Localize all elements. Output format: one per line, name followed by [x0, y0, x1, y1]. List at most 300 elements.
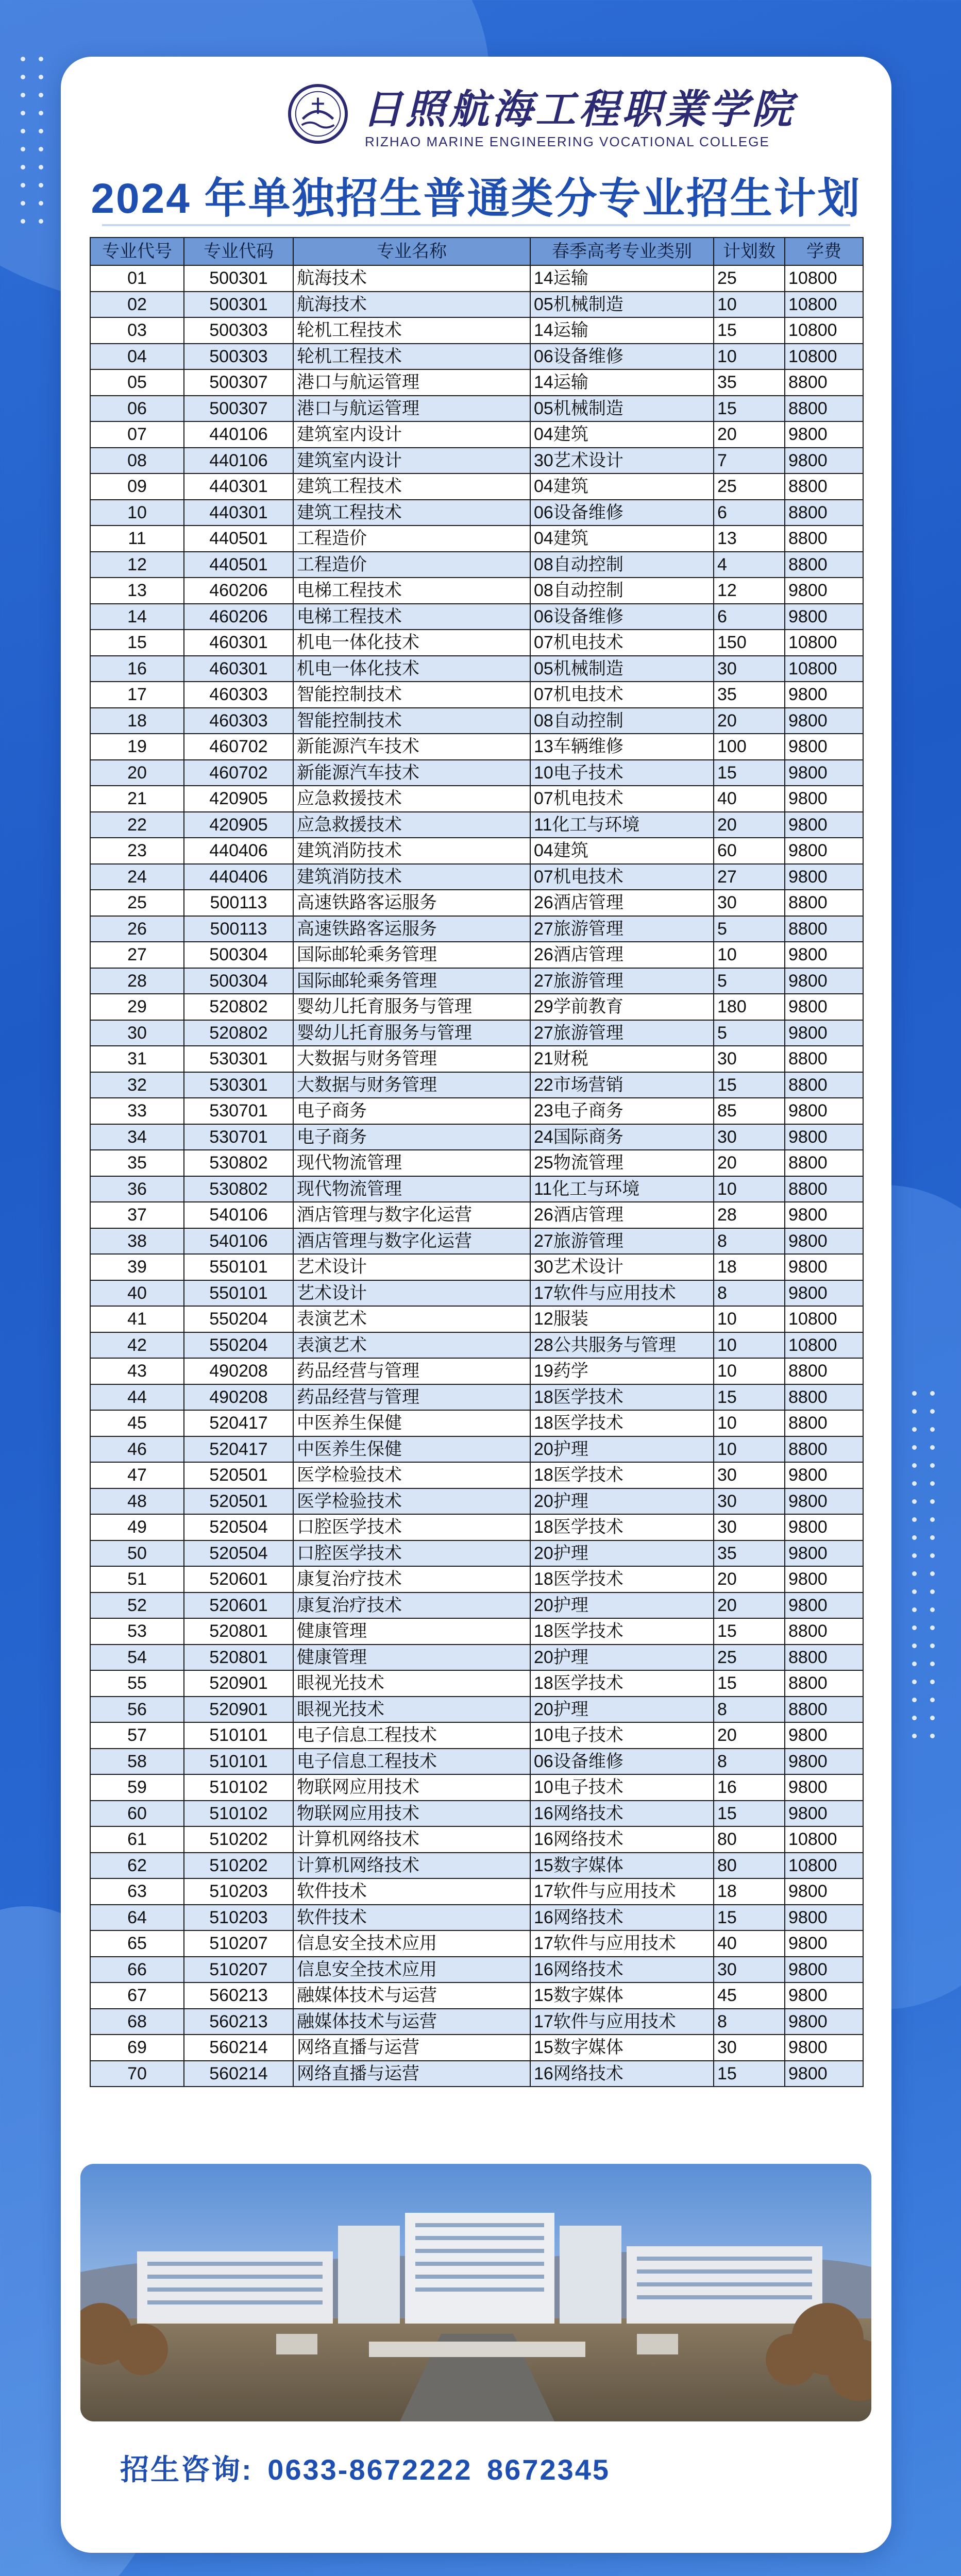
table-row	[90, 1514, 863, 1540]
category-cell: 06设备维修	[530, 500, 714, 526]
tuition-cell: 10800	[785, 1332, 863, 1359]
category-cell: 18医学技术	[530, 1514, 714, 1540]
category-cell: 24国际商务	[530, 1124, 714, 1150]
table-row	[90, 1306, 863, 1332]
tuition-cell: 9800	[785, 864, 863, 890]
tuition-cell: 9800	[785, 1462, 863, 1488]
major-name-cell: 建筑工程技术	[293, 500, 530, 526]
table-row	[90, 1254, 863, 1280]
major-name-cell: 康复治疗技术	[293, 1566, 530, 1592]
major-number-cell: 59	[90, 1774, 184, 1801]
tuition-cell: 9800	[785, 1749, 863, 1775]
table-row	[90, 994, 863, 1020]
table-body	[90, 265, 863, 2087]
major-code-cell: 490208	[184, 1358, 293, 1384]
category-cell: 10电子技术	[530, 1774, 714, 1801]
category-cell: 17软件与应用技术	[530, 1930, 714, 1957]
contact-phone-1: 0633-8672222	[267, 2453, 473, 2486]
category-cell: 16网络技术	[530, 1905, 714, 1931]
plan-count-cell: 10	[714, 1358, 785, 1384]
plan-count-cell: 25	[714, 265, 785, 292]
major-name-cell: 软件技术	[293, 1905, 530, 1931]
major-code-cell: 520501	[184, 1462, 293, 1488]
enrollment-plan-table	[90, 237, 864, 2087]
major-name-cell: 工程造价	[293, 552, 530, 578]
category-cell: 21财税	[530, 1046, 714, 1072]
tuition-cell: 9800	[785, 708, 863, 734]
major-number-cell: 69	[90, 2035, 184, 2061]
major-name-cell: 港口与航运管理	[293, 369, 530, 396]
major-code-cell: 500301	[184, 265, 293, 292]
major-name-cell: 计算机网络技术	[293, 1853, 530, 1879]
major-number-cell: 37	[90, 1202, 184, 1228]
tuition-cell: 8800	[785, 1150, 863, 1176]
major-number-cell: 19	[90, 734, 184, 760]
major-code-cell: 560214	[184, 2035, 293, 2061]
category-cell: 06设备维修	[530, 344, 714, 370]
tuition-cell: 9800	[785, 2035, 863, 2061]
table-row	[90, 786, 863, 812]
major-name-cell: 轮机工程技术	[293, 317, 530, 344]
plan-count-cell: 5	[714, 916, 785, 942]
category-cell: 18医学技术	[530, 1566, 714, 1592]
column-header: 学费	[785, 238, 863, 265]
major-number-cell: 01	[90, 265, 184, 292]
major-code-cell: 520802	[184, 1020, 293, 1046]
major-name-cell: 口腔医学技术	[293, 1540, 530, 1567]
category-cell: 07机电技术	[530, 682, 714, 708]
tuition-cell: 9800	[785, 1957, 863, 1983]
major-number-cell: 39	[90, 1254, 184, 1280]
major-number-cell: 60	[90, 1801, 184, 1827]
major-number-cell: 05	[90, 369, 184, 396]
tuition-cell: 10800	[785, 1826, 863, 1853]
plan-count-cell: 30	[714, 1046, 785, 1072]
tuition-cell: 9800	[785, 2009, 863, 2035]
category-cell: 18医学技术	[530, 1670, 714, 1697]
major-number-cell: 12	[90, 552, 184, 578]
tuition-cell: 8800	[785, 1072, 863, 1098]
plan-count-cell: 12	[714, 578, 785, 604]
major-code-cell: 510203	[184, 1905, 293, 1931]
major-code-cell: 500304	[184, 968, 293, 994]
major-name-cell: 酒店管理与数字化运营	[293, 1228, 530, 1255]
table-row	[90, 1332, 863, 1359]
table-row	[90, 604, 863, 630]
category-cell: 14运输	[530, 265, 714, 292]
plan-count-cell: 4	[714, 552, 785, 578]
category-cell: 13车辆维修	[530, 734, 714, 760]
table-row	[90, 1618, 863, 1645]
table-row	[90, 864, 863, 890]
major-name-cell: 表演艺术	[293, 1306, 530, 1332]
major-number-cell: 50	[90, 1540, 184, 1567]
major-number-cell: 53	[90, 1618, 184, 1645]
category-cell: 14运输	[530, 369, 714, 396]
college-emblem-icon	[288, 83, 348, 144]
tuition-cell: 9800	[785, 734, 863, 760]
plan-count-cell: 40	[714, 1930, 785, 1957]
major-name-cell: 电子商务	[293, 1098, 530, 1124]
plan-count-cell: 30	[714, 890, 785, 916]
category-cell: 26酒店管理	[530, 1202, 714, 1228]
plan-count-cell: 13	[714, 526, 785, 552]
major-number-cell: 57	[90, 1722, 184, 1749]
major-name-cell: 大数据与财务管理	[293, 1046, 530, 1072]
table-row	[90, 812, 863, 838]
major-name-cell: 新能源汽车技术	[293, 760, 530, 786]
plan-count-cell: 6	[714, 604, 785, 630]
category-cell: 17软件与应用技术	[530, 1878, 714, 1905]
table-row	[90, 473, 863, 500]
tuition-cell: 9800	[785, 1020, 863, 1046]
plan-count-cell: 15	[714, 396, 785, 422]
tuition-cell: 8800	[785, 1645, 863, 1671]
major-number-cell: 64	[90, 1905, 184, 1931]
major-name-cell: 中医养生保健	[293, 1410, 530, 1436]
tuition-cell: 9800	[785, 2061, 863, 2087]
plan-count-cell: 25	[714, 473, 785, 500]
major-code-cell: 510101	[184, 1749, 293, 1775]
major-code-cell: 420905	[184, 786, 293, 812]
category-cell: 22市场营销	[530, 1072, 714, 1098]
plan-count-cell: 180	[714, 994, 785, 1020]
category-cell: 30艺术设计	[530, 448, 714, 474]
tuition-cell: 9800	[785, 1098, 863, 1124]
tuition-cell: 9800	[785, 448, 863, 474]
table-row	[90, 578, 863, 604]
major-code-cell: 520801	[184, 1618, 293, 1645]
category-cell: 27旅游管理	[530, 1228, 714, 1255]
category-cell: 20护理	[530, 1592, 714, 1619]
table-row	[90, 630, 863, 656]
major-number-cell: 68	[90, 2009, 184, 2035]
plan-count-cell: 150	[714, 630, 785, 656]
major-code-cell: 540106	[184, 1202, 293, 1228]
category-cell: 04建筑	[530, 421, 714, 448]
major-name-cell: 软件技术	[293, 1878, 530, 1905]
major-number-cell: 03	[90, 317, 184, 344]
plan-count-cell: 5	[714, 968, 785, 994]
table-row	[90, 1957, 863, 1983]
tuition-cell: 9800	[785, 812, 863, 838]
category-cell: 28公共服务与管理	[530, 1332, 714, 1359]
major-name-cell: 融媒体技术与运营	[293, 2009, 530, 2035]
category-cell: 26酒店管理	[530, 890, 714, 916]
table-row	[90, 1670, 863, 1697]
table-row	[90, 1020, 863, 1046]
category-cell: 14运输	[530, 317, 714, 344]
table-row	[90, 1801, 863, 1827]
tuition-cell: 9800	[785, 1540, 863, 1567]
major-number-cell: 11	[90, 526, 184, 552]
page-title: 2024 年单独招生普通类分专业招生计划	[91, 175, 862, 222]
major-number-cell: 41	[90, 1306, 184, 1332]
major-name-cell: 眼视光技术	[293, 1670, 530, 1697]
tuition-cell: 10800	[785, 265, 863, 292]
category-cell: 07机电技术	[530, 864, 714, 890]
tuition-cell: 9800	[785, 578, 863, 604]
plan-count-cell: 30	[714, 1462, 785, 1488]
category-cell: 30艺术设计	[530, 1254, 714, 1280]
category-cell: 26酒店管理	[530, 942, 714, 968]
table-row	[90, 1046, 863, 1072]
major-name-cell: 新能源汽车技术	[293, 734, 530, 760]
table-row	[90, 344, 863, 370]
plan-count-cell: 25	[714, 1645, 785, 1671]
major-number-cell: 17	[90, 682, 184, 708]
major-name-cell: 口腔医学技术	[293, 1514, 530, 1540]
plan-count-cell: 85	[714, 1098, 785, 1124]
plan-count-cell: 20	[714, 1592, 785, 1619]
table-header-row	[90, 238, 863, 265]
campus-photo-image	[80, 2164, 871, 2421]
major-code-cell: 500113	[184, 916, 293, 942]
table-row	[90, 942, 863, 968]
plan-count-cell: 7	[714, 448, 785, 474]
major-name-cell: 航海技术	[293, 265, 530, 292]
decorative-dots	[912, 1391, 935, 1738]
plan-count-cell: 15	[714, 1670, 785, 1697]
plan-count-cell: 35	[714, 369, 785, 396]
major-code-cell: 460301	[184, 656, 293, 682]
major-code-cell: 520417	[184, 1436, 293, 1463]
table-row	[90, 838, 863, 864]
major-code-cell: 460702	[184, 760, 293, 786]
plan-count-cell: 35	[714, 1540, 785, 1567]
category-cell: 08自动控制	[530, 552, 714, 578]
category-cell: 05机械制造	[530, 396, 714, 422]
category-cell: 06设备维修	[530, 604, 714, 630]
major-number-cell: 02	[90, 292, 184, 318]
plan-count-cell: 20	[714, 1722, 785, 1749]
college-name-cn: 日照航海工程职業学院	[362, 86, 796, 133]
plan-count-cell: 18	[714, 1878, 785, 1905]
major-name-cell: 建筑工程技术	[293, 473, 530, 500]
table-row	[90, 396, 863, 422]
tuition-cell: 9800	[785, 760, 863, 786]
plan-count-cell: 5	[714, 1020, 785, 1046]
category-cell: 06设备维修	[530, 1749, 714, 1775]
column-header: 计划数	[714, 238, 785, 265]
tuition-cell: 8800	[785, 1046, 863, 1072]
tuition-cell: 10800	[785, 292, 863, 318]
plan-count-cell: 30	[714, 1957, 785, 1983]
category-cell: 15数字媒体	[530, 2035, 714, 2061]
tuition-cell: 8800	[785, 1176, 863, 1202]
category-cell: 27旅游管理	[530, 916, 714, 942]
table-row	[90, 1124, 863, 1150]
major-number-cell: 14	[90, 604, 184, 630]
tuition-cell: 8800	[785, 526, 863, 552]
major-number-cell: 43	[90, 1358, 184, 1384]
tuition-cell: 8800	[785, 890, 863, 916]
plan-count-cell: 15	[714, 1618, 785, 1645]
major-name-cell: 眼视光技术	[293, 1697, 530, 1723]
table-row	[90, 1358, 863, 1384]
tuition-cell: 8800	[785, 916, 863, 942]
major-code-cell: 520802	[184, 994, 293, 1020]
major-number-cell: 51	[90, 1566, 184, 1592]
major-number-cell: 10	[90, 500, 184, 526]
category-cell: 11化工与环境	[530, 812, 714, 838]
category-cell: 11化工与环境	[530, 1176, 714, 1202]
major-number-cell: 15	[90, 630, 184, 656]
major-number-cell: 32	[90, 1072, 184, 1098]
plan-count-cell: 30	[714, 1488, 785, 1515]
table-row	[90, 1853, 863, 1879]
major-name-cell: 机电一体化技术	[293, 656, 530, 682]
tuition-cell: 9800	[785, 1124, 863, 1150]
table-row	[90, 2009, 863, 2035]
major-number-cell: 35	[90, 1150, 184, 1176]
category-cell: 04建筑	[530, 838, 714, 864]
table-row	[90, 916, 863, 942]
category-cell: 05机械制造	[530, 292, 714, 318]
major-code-cell: 530802	[184, 1176, 293, 1202]
table-row	[90, 682, 863, 708]
major-number-cell: 31	[90, 1046, 184, 1072]
table-row	[90, 968, 863, 994]
table-row	[90, 1905, 863, 1931]
major-code-cell: 560213	[184, 2009, 293, 2035]
tuition-cell: 9800	[785, 604, 863, 630]
contact-label: 招生咨询:	[120, 2453, 253, 2486]
plan-count-cell: 15	[714, 1905, 785, 1931]
table-row	[90, 1228, 863, 1255]
table-row	[90, 1384, 863, 1411]
plan-count-cell: 27	[714, 864, 785, 890]
tuition-cell: 8800	[785, 1410, 863, 1436]
plan-count-cell: 15	[714, 1801, 785, 1827]
major-name-cell: 信息安全技术应用	[293, 1957, 530, 1983]
major-name-cell: 融媒体技术与运营	[293, 1982, 530, 2009]
major-code-cell: 490208	[184, 1384, 293, 1411]
admissions-contact	[120, 2447, 610, 2488]
major-name-cell: 应急救援技术	[293, 812, 530, 838]
major-code-cell: 500307	[184, 396, 293, 422]
major-code-cell: 440301	[184, 473, 293, 500]
major-number-cell: 45	[90, 1410, 184, 1436]
major-code-cell: 520504	[184, 1540, 293, 1567]
major-code-cell: 530701	[184, 1098, 293, 1124]
major-number-cell: 63	[90, 1878, 184, 1905]
major-number-cell: 66	[90, 1957, 184, 1983]
major-code-cell: 500303	[184, 317, 293, 344]
decorative-dots	[21, 57, 43, 224]
plan-count-cell: 35	[714, 682, 785, 708]
major-name-cell: 网络直播与运营	[293, 2061, 530, 2087]
major-code-cell: 520901	[184, 1697, 293, 1723]
category-cell: 16网络技术	[530, 1826, 714, 1853]
major-code-cell: 560214	[184, 2061, 293, 2087]
table-row	[90, 1098, 863, 1124]
tuition-cell: 9800	[785, 1930, 863, 1957]
category-cell: 08自动控制	[530, 578, 714, 604]
major-number-cell: 40	[90, 1280, 184, 1307]
plan-count-cell: 20	[714, 1150, 785, 1176]
major-name-cell: 婴幼儿托育服务与管理	[293, 994, 530, 1020]
major-number-cell: 24	[90, 864, 184, 890]
table-row	[90, 317, 863, 344]
poster-card	[61, 57, 891, 2553]
major-number-cell: 16	[90, 656, 184, 682]
tuition-cell: 9800	[785, 1982, 863, 2009]
plan-count-cell: 20	[714, 708, 785, 734]
category-cell: 15数字媒体	[530, 1982, 714, 2009]
major-code-cell: 550204	[184, 1306, 293, 1332]
major-number-cell: 61	[90, 1826, 184, 1853]
major-code-cell: 440406	[184, 838, 293, 864]
major-code-cell: 420905	[184, 812, 293, 838]
major-code-cell: 440106	[184, 448, 293, 474]
major-number-cell: 62	[90, 1853, 184, 1879]
major-code-cell: 460702	[184, 734, 293, 760]
plan-count-cell: 8	[714, 1749, 785, 1775]
category-cell: 27旅游管理	[530, 968, 714, 994]
plan-count-cell: 10	[714, 1176, 785, 1202]
major-name-cell: 高速铁路客运服务	[293, 890, 530, 916]
major-code-cell: 500303	[184, 344, 293, 370]
tuition-cell: 9800	[785, 1774, 863, 1801]
major-name-cell: 应急救援技术	[293, 786, 530, 812]
category-cell: 25物流管理	[530, 1150, 714, 1176]
major-code-cell: 500307	[184, 369, 293, 396]
table-row	[90, 526, 863, 552]
plan-count-cell: 18	[714, 1254, 785, 1280]
major-code-cell: 510102	[184, 1774, 293, 1801]
tuition-cell: 9800	[785, 1228, 863, 1255]
plan-count-cell: 15	[714, 1072, 785, 1098]
major-code-cell: 460303	[184, 708, 293, 734]
plan-count-cell: 80	[714, 1853, 785, 1879]
table-row	[90, 1566, 863, 1592]
major-code-cell: 530301	[184, 1046, 293, 1072]
plan-count-cell: 8	[714, 2009, 785, 2035]
tuition-cell: 10800	[785, 344, 863, 370]
tuition-cell: 9800	[785, 1801, 863, 1827]
table-row	[90, 1176, 863, 1202]
table-row	[90, 1930, 863, 1957]
major-name-cell: 建筑消防技术	[293, 864, 530, 890]
category-cell: 16网络技术	[530, 2061, 714, 2087]
plan-count-cell: 8	[714, 1280, 785, 1307]
plan-count-cell: 15	[714, 2061, 785, 2087]
plan-count-cell: 60	[714, 838, 785, 864]
tuition-cell: 9800	[785, 682, 863, 708]
major-name-cell: 建筑消防技术	[293, 838, 530, 864]
major-code-cell: 510207	[184, 1930, 293, 1957]
major-name-cell: 智能控制技术	[293, 682, 530, 708]
plan-count-cell: 15	[714, 760, 785, 786]
plan-count-cell: 28	[714, 1202, 785, 1228]
category-cell: 18医学技术	[530, 1618, 714, 1645]
category-cell: 16网络技术	[530, 1801, 714, 1827]
major-code-cell: 500304	[184, 942, 293, 968]
major-name-cell: 中医养生保健	[293, 1436, 530, 1463]
major-name-cell: 大数据与财务管理	[293, 1072, 530, 1098]
major-name-cell: 信息安全技术应用	[293, 1930, 530, 1957]
major-number-cell: 38	[90, 1228, 184, 1255]
tuition-cell: 8800	[785, 1618, 863, 1645]
major-code-cell: 510101	[184, 1722, 293, 1749]
major-number-cell: 58	[90, 1749, 184, 1775]
tuition-cell: 9800	[785, 1878, 863, 1905]
column-header: 春季高考专业类别	[530, 238, 714, 265]
major-number-cell: 29	[90, 994, 184, 1020]
major-number-cell: 36	[90, 1176, 184, 1202]
major-code-cell: 530802	[184, 1150, 293, 1176]
